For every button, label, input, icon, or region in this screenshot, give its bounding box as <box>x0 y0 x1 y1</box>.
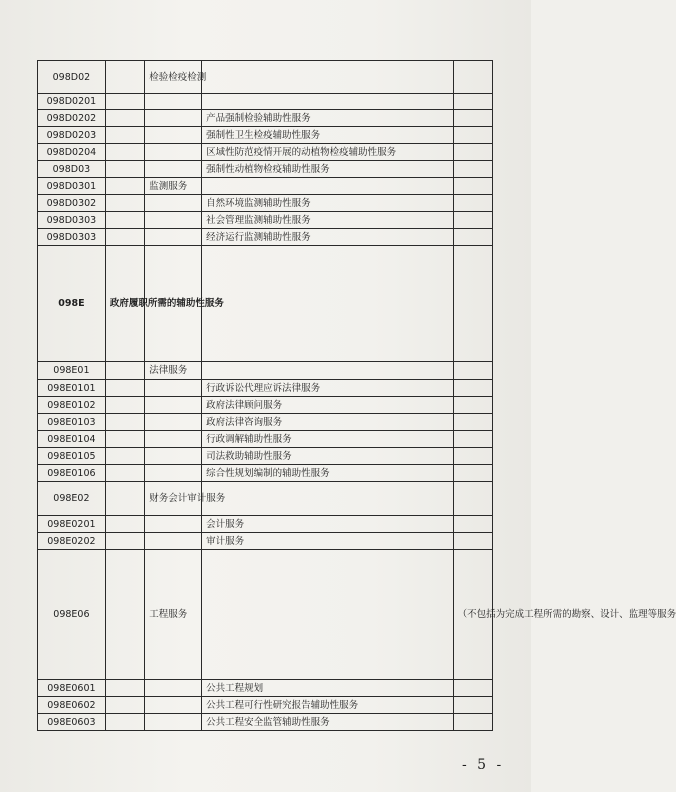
row-code: 098D0302 <box>38 195 106 212</box>
row-code: 098D0303 <box>38 212 106 229</box>
table-row <box>38 94 493 110</box>
row-code: 098D02 <box>38 61 106 94</box>
table-row <box>38 680 493 697</box>
row-category: 法律服务 <box>145 362 202 380</box>
table-row <box>38 61 493 94</box>
table-row <box>38 246 493 362</box>
table-row <box>38 161 493 178</box>
row-item: 司法救助辅助性服务 <box>202 448 454 465</box>
table-row <box>38 144 493 161</box>
table-row <box>38 714 493 731</box>
table-row <box>38 127 493 144</box>
row-category: 财务会计审计服务 <box>145 482 202 516</box>
row-category: 检验检疫检测 <box>145 61 202 94</box>
row-item: 公共工程规划 <box>202 680 454 697</box>
row-item: 行政诉讼代理应诉法律服务 <box>202 380 454 397</box>
row-item: 公共工程安全监管辅助性服务 <box>202 714 454 731</box>
row-code: 098D0303 <box>38 229 106 246</box>
table-row <box>38 397 493 414</box>
table-row <box>38 697 493 714</box>
row-item: 政府法律咨询服务 <box>202 414 454 431</box>
row-code: 098E0603 <box>38 714 106 731</box>
row-item: 综合性规划编制的辅助性服务 <box>202 465 454 482</box>
row-code: 098E0105 <box>38 448 106 465</box>
row-code: 098E0104 <box>38 431 106 448</box>
row-code: 098D0301 <box>38 178 106 195</box>
row-code: 098E0106 <box>38 465 106 482</box>
row-item: 区域性防范疫情开展的动植物检疫辅助性服务 <box>202 144 454 161</box>
table-row <box>38 380 493 397</box>
table-row <box>38 212 493 229</box>
row-code: 098D0201 <box>38 94 106 110</box>
row-code: 098E02 <box>38 482 106 516</box>
row-code: 098E06 <box>38 550 106 680</box>
row-item: 社会管理监测辅助性服务 <box>202 212 454 229</box>
table-row <box>38 465 493 482</box>
table-row <box>38 195 493 212</box>
catalog-table <box>37 60 676 731</box>
table-row <box>38 482 493 516</box>
row-note: （不包括为完成工程所需的勘察、设计、监理等服务 <box>453 550 492 680</box>
row-item: 公共工程可行性研究报告辅助性服务 <box>202 697 454 714</box>
row-code: 098E0202 <box>38 533 106 550</box>
row-code: 098D0203 <box>38 127 106 144</box>
row-item: 自然环境监测辅助性服务 <box>202 195 454 212</box>
table-row <box>38 516 493 533</box>
table-row <box>38 362 493 380</box>
table-row <box>38 550 493 680</box>
row-category: 监测服务 <box>145 178 202 195</box>
row-code: 098E0103 <box>38 414 106 431</box>
row-code: 098D03 <box>38 161 106 178</box>
table-row <box>38 533 493 550</box>
table-row <box>38 178 493 195</box>
row-code: 098E0201 <box>38 516 106 533</box>
row-code: 098E <box>38 246 106 362</box>
row-code: 098D0202 <box>38 110 106 127</box>
row-code: 098E0102 <box>38 397 106 414</box>
row-item: 产品强制检验辅助性服务 <box>202 110 454 127</box>
table-row <box>38 448 493 465</box>
row-item: 行政调解辅助性服务 <box>202 431 454 448</box>
row-code: 098E01 <box>38 362 106 380</box>
row-item: 审计服务 <box>202 533 454 550</box>
row-code: 098D0204 <box>38 144 106 161</box>
table-row <box>38 229 493 246</box>
row-code: 098E0602 <box>38 697 106 714</box>
row-section: 政府履职所需的辅助性服务 <box>105 246 144 362</box>
table-row <box>38 431 493 448</box>
row-code: 098E0101 <box>38 380 106 397</box>
row-item: 会计服务 <box>202 516 454 533</box>
row-item: 政府法律顾问服务 <box>202 397 454 414</box>
page-number: - 5 - <box>462 757 505 773</box>
table-row <box>38 110 493 127</box>
row-category: 工程服务 <box>145 550 202 680</box>
row-item: 经济运行监测辅助性服务 <box>202 229 454 246</box>
row-item: 强制性动植物检疫辅助性服务 <box>202 161 454 178</box>
row-code: 098E0601 <box>38 680 106 697</box>
table-row <box>38 414 493 431</box>
row-item: 强制性卫生检疫辅助性服务 <box>202 127 454 144</box>
